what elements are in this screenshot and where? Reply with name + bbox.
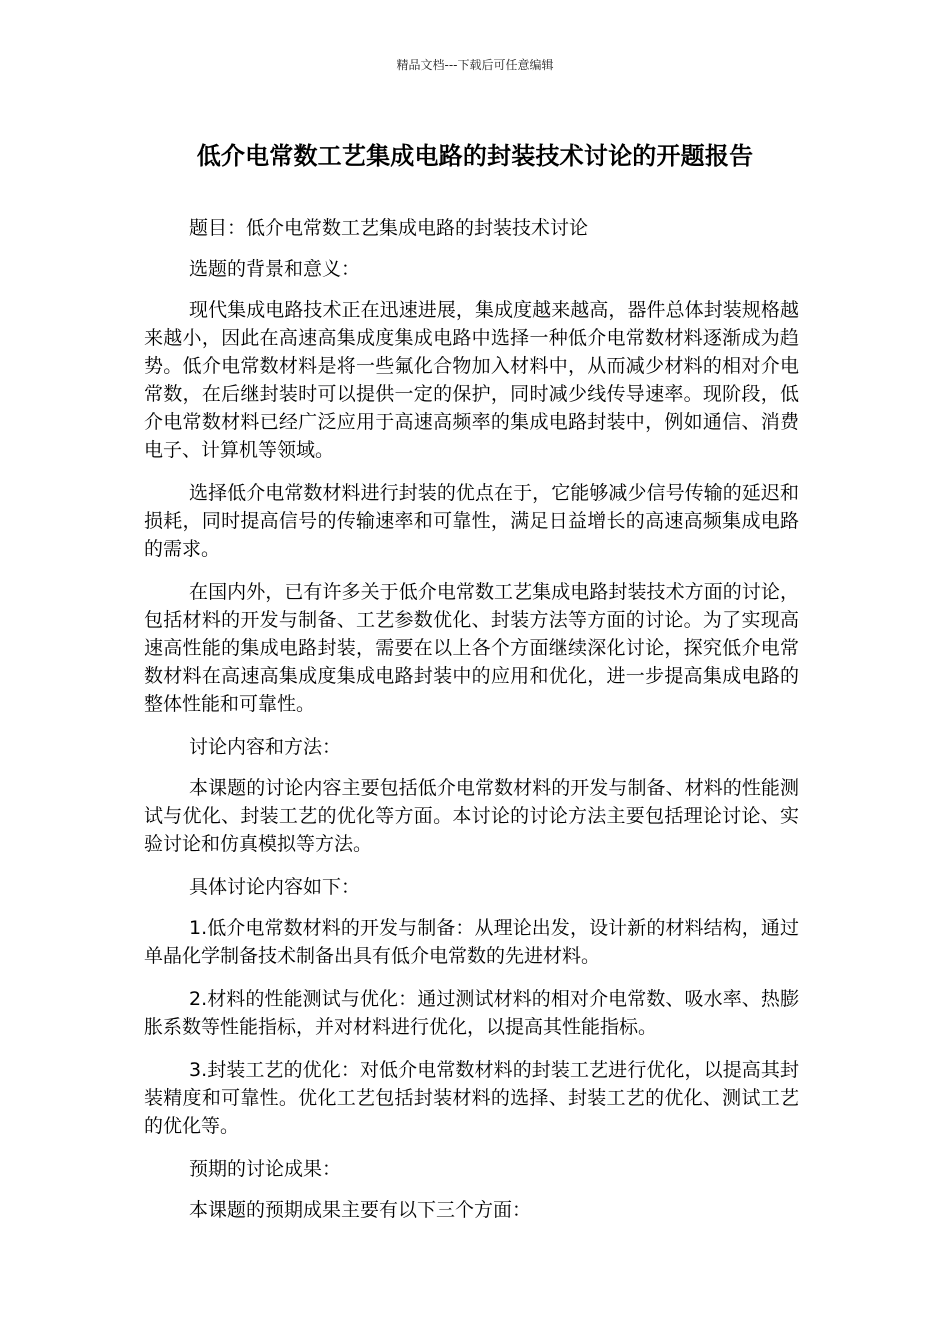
- heading-content-method: 讨论内容和方法：: [189, 736, 342, 758]
- list-item-3: 3.封装工艺的优化：对低介电常数材料的封装工艺进行优化，以提高其封装精度和可靠性。优化工艺包括封装材料的选择、封装工艺的优化、测试工艺的优化等。: [144, 1059, 799, 1137]
- document-title: 低介电常数工艺集成电路的封装技术讨论的开题报告: [196, 142, 754, 170]
- paragraph-content-method: 本课题的讨论内容主要包括低介电常数材料的开发与制备、材料的性能测试与优化、封装工艺的优化等方面。本讨论的讨论方法主要包括理论讨论、实验讨论和仿真模拟等方法。: [144, 777, 799, 855]
- header-note: 精品文档---下载后可任意编辑: [396, 58, 554, 72]
- paragraph-expected-results: 本课题的预期成果主要有以下三个方面：: [189, 1199, 532, 1221]
- heading-details: 具体讨论内容如下：: [189, 876, 361, 898]
- paragraph-topic: 题目：低介电常数工艺集成电路的封装技术讨论: [189, 217, 589, 239]
- list-item-1: 1.低介电常数材料的开发与制备：从理论出发，设计新的材料结构，通过单晶化学制备技术制备出具有低介电常数的先进材料。: [144, 917, 799, 967]
- list-item-2: 2.材料的性能测试与优化：通过测试材料的相对介电常数、吸水率、热膨胀系数等性能指标，并对材料进行优化，以提高其性能指标。: [144, 988, 799, 1038]
- paragraph-background-1: 现代集成电路技术正在迅速进展，集成度越来越高，器件总体封装规格越来越小，因此在高速高集成度集成电路中选择一种低介电常数材料逐渐成为趋势。低介电常数材料是将一些氟化合物加入材料中，从而减少材料的相对介电常数，在后继封装时可以提供一定的保护，同时减少线传导速率。现阶段，低介电常数材料已经广泛应用于高速高频率的集成电路封装中，例如通信、消费电子、计算机等领域。: [144, 299, 799, 461]
- heading-expected-results: 预期的讨论成果：: [189, 1158, 342, 1180]
- paragraph-background-2: 选择低介电常数材料进行封装的优点在于，它能够减少信号传输的延迟和损耗，同时提高信号的传输速率和可靠性，满足日益增长的高速高频集成电路的需求。: [144, 482, 799, 560]
- heading-background: 选题的背景和意义：: [189, 258, 361, 280]
- document-body: [144, 214, 799, 1237]
- paragraph-background-3: 在国内外，已有许多关于低介电常数工艺集成电路封装技术方面的讨论，包括材料的开发与制备、工艺参数优化、封装方法等方面的讨论。为了实现高速高性能的集成电路封装，需要在以上各个方面继续深化讨论，探究低介电常数材料在高速高集成度集成电路封装中的应用和优化，进一步提高集成电路的整体性能和可靠性。: [144, 581, 799, 715]
